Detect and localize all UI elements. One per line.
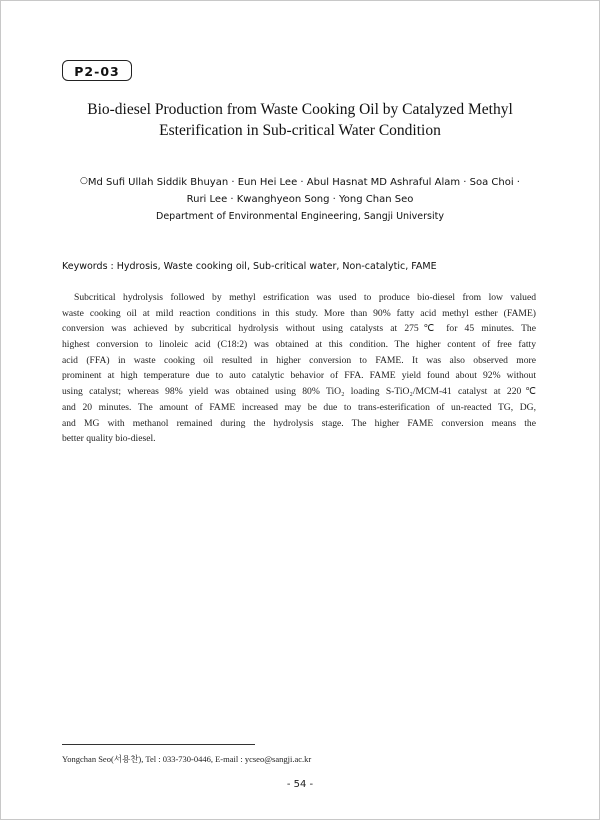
- keywords: Keywords : Hydrosis, Waste cooking oil, Sub-critical water, Non-catalytic, FAME: [62, 261, 437, 272]
- abstract-line: using catalyst; whereas 98% yield was obtained using 80% TiO₂ loading S-TiO₂/MCM-41 catalyst at 220℃: [62, 386, 536, 398]
- session-code-badge: P2-03: [62, 60, 132, 81]
- presenter-mark: ○: [80, 176, 88, 186]
- abstract-line: and MG with methanol remained during the hydrolysis stage. The higher FAME conversion means the: [62, 417, 536, 429]
- footnote-divider: [62, 744, 255, 745]
- abstract-line: and 20 minutes. The amount of FAME increased may be due to trans-esterification of un-reacted TG, DG,: [62, 401, 536, 413]
- author-line: Ruri Lee · Kwanghyeon Song · Yong Chan Seo: [186, 194, 414, 205]
- page-number: - 54 -: [286, 779, 314, 790]
- author-line-text: Md Sufi Ullah Siddik Bhuyan · Eun Hei Lee · Abul Hasnat MD Ashraful Alam · Soa Choi ·: [87, 177, 520, 188]
- abstract-body: [62, 290, 536, 447]
- paper-title: [50, 99, 550, 141]
- footnote: Yongchan Seo(서용찬), Tel : 033-730-0446, E-mail : ycseo@sangji.ac.kr: [62, 754, 312, 764]
- author-list: [40, 173, 560, 208]
- abstract-line: Subcritical hydrolysis followed by methyl estrification was used to produce bio-diesel from low valued: [74, 292, 536, 303]
- author-line: [40, 173, 560, 191]
- abstract-line: better quality bio-diesel.: [62, 433, 156, 445]
- abstract-line: waste cooking oil at mild reaction conditions in this study. More than 90% fatty acid methyl esther (FAME): [62, 307, 536, 319]
- affiliation: Department of Environmental Engineering, Sangji University: [156, 211, 444, 222]
- abstract-line: conversion was achieved by subcritical hydrolysis without using catalysts at 275℃ for 45 minutes. The: [62, 323, 536, 335]
- title-line: Esterification in Sub-critical Water Condition: [159, 122, 441, 139]
- abstract-line: acid (FFA) in waste cooking oil resulted in higher conversion to FAME. It was also observed more: [62, 354, 536, 366]
- title-line: Bio-diesel Production from Waste Cooking Oil by Catalyzed Methyl: [87, 101, 513, 118]
- abstract-line: highest conversion to linoleic acid (C18:2) was obtained at this condition. The higher content of free fatty: [62, 339, 536, 351]
- abstract-line: prominent at high temperature due to auto catalytic behavior of FFA. FAME yield found about 92% without: [62, 370, 536, 382]
